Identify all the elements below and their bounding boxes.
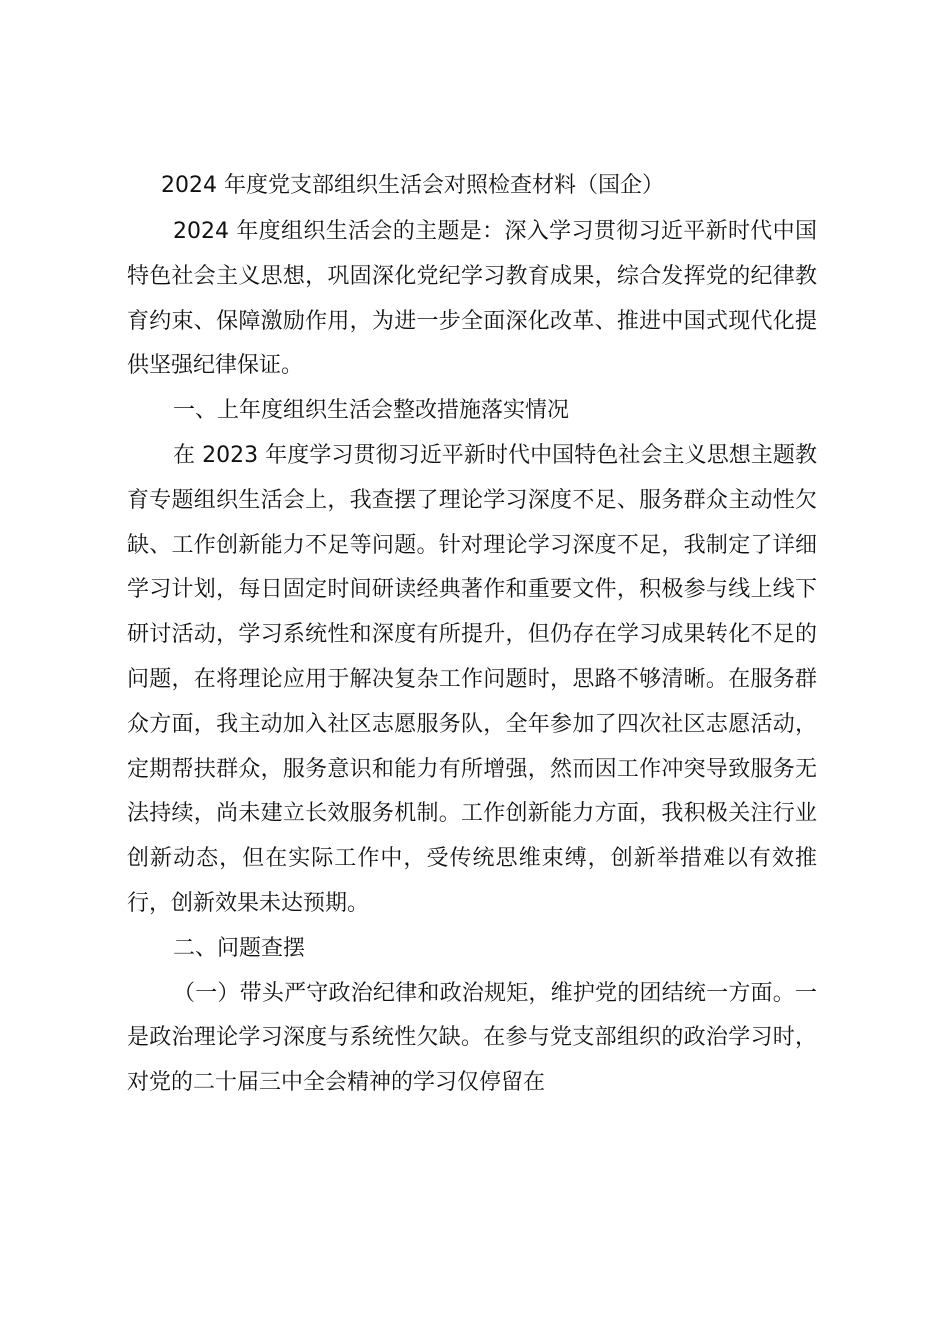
intro-paragraph: 2024 年度组织生活会的主题是：深入学习贯彻习近平新时代中国特色社会主义思想，巩固深化党纪学习教育成果，综合发挥党的纪律教育约束、保障激励作用，为进一步全面深化改革、推进中国式现代化提供坚强纪律保证。 xyxy=(127,219,817,379)
section-heading-problems: 二、问题查摆 xyxy=(173,935,306,961)
document-page xyxy=(127,168,817,1106)
rectification-paragraph: 在 2023 年度学习贯彻习近平新时代中国特色社会主义思想主题教育专题组织生活会上，我查摆了理论学习深度不足、服务群众主动性欠缺、工作创新能力不足等问题。针对理论学习深度不足，我制定了详细学习计划，每日固定时间研读经典著作和重要文件，积极参与线上线下研讨活动，学习系统性和深度有所提升，但仍存在学习成果转化不足的问题，在将理论应用于解决复杂工作问题时，思路不够清晰。在服务群众方面，我主动加入社区志愿服务队，全年参加了四次社区志愿活动，定期帮扶群众，服务意识和能力有所增强，然而因工作冲突导致服务无法持续，尚未建立长效服务机制。工作创新能力方面，我积极关注行业创新动态，但在实际工作中，受传统思维束缚，创新举措难以有效推行，创新效果未达预期。 xyxy=(127,442,817,916)
problems-paragraph: （一）带头严守政治纪律和政治规矩，维护党的团结统一方面。一是政治理论学习深度与系统性欠缺。在参与党支部组织的政治学习时，对党的二十届三中全会精神的学习仅停留在 xyxy=(127,980,817,1096)
section-heading-rectification: 一、上年度组织生活会整改措施落实情况 xyxy=(173,398,570,424)
document-title: 2024 年度党支部组织生活会对照检查材料（国企） xyxy=(161,173,664,198)
